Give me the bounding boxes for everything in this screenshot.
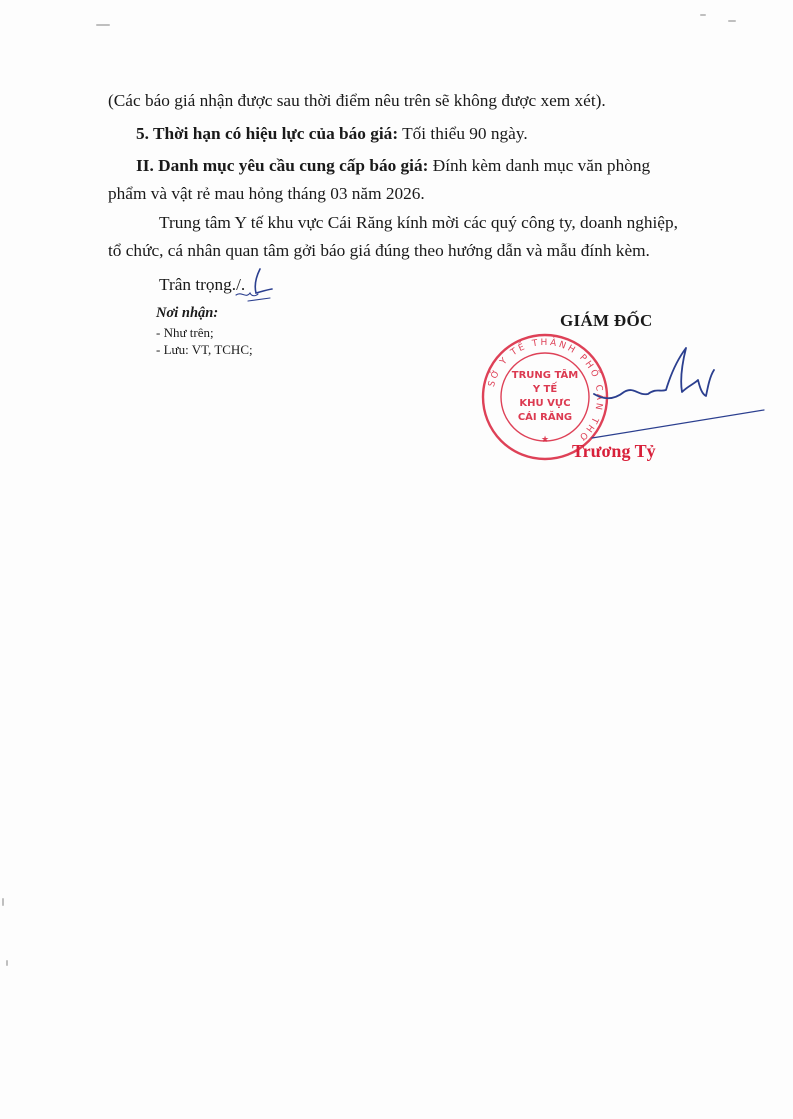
svg-text:TRUNG TÂM: TRUNG TÂM xyxy=(511,370,579,381)
deadline-note: (Các báo giá nhận được sau thời điểm nêu trên sẽ không được xem xét). xyxy=(108,91,606,110)
scan-speck xyxy=(2,898,4,906)
scan-speck xyxy=(96,24,110,26)
section-2 xyxy=(136,153,650,180)
recipient-item: - Như trên; xyxy=(156,324,214,340)
recipient-item: - Lưu: VT, TCHC; xyxy=(156,342,253,358)
signature-icon xyxy=(530,330,770,450)
invitation-line-1: Trung tâm Y tế khu vực Cái Răng kính mời các quý công ty, doanh nghiệp, xyxy=(159,213,678,232)
section-2-continued: phẩm và vật rẻ mau hỏng tháng 03 năm 2026. xyxy=(108,184,425,203)
closing: Trân trọng./. xyxy=(159,275,246,294)
item-5-text: Tối thiểu 90 ngày. xyxy=(398,124,528,143)
item-5 xyxy=(136,121,528,148)
item-5-label: 5. Thời hạn có hiệu lực của báo giá: xyxy=(136,124,399,143)
scan-speck xyxy=(728,20,736,22)
section-2-text: Đính kèm danh mục văn phòng xyxy=(428,156,651,175)
signer-role: GIÁM ĐỐC xyxy=(560,311,653,330)
svg-text:SỞ Y TẾ THÀNH PHỐ CẦN THƠ: SỞ Y TẾ THÀNH PHỐ CẦN THƠ xyxy=(486,337,605,444)
svg-text:Y TẾ: Y TẾ xyxy=(532,384,558,395)
scan-speck xyxy=(6,960,8,966)
svg-text:KHU VỰC: KHU VỰC xyxy=(519,398,571,409)
svg-text:CÁI RĂNG: CÁI RĂNG xyxy=(517,412,573,423)
recipients-title: Nơi nhận: xyxy=(156,305,219,321)
invitation-line-2: tổ chức, cá nhân quan tâm gởi báo giá đúng theo hướng dẫn và mẫu đính kèm. xyxy=(108,241,650,260)
section-2-label: II. Danh mục yêu cầu cung cấp báo giá: xyxy=(136,156,429,175)
recipients-block xyxy=(156,304,253,359)
scan-speck xyxy=(700,14,706,16)
initials-icon xyxy=(228,265,284,307)
signer-name: Trương Tỷ xyxy=(572,441,656,461)
svg-text:★: ★ xyxy=(540,435,550,445)
